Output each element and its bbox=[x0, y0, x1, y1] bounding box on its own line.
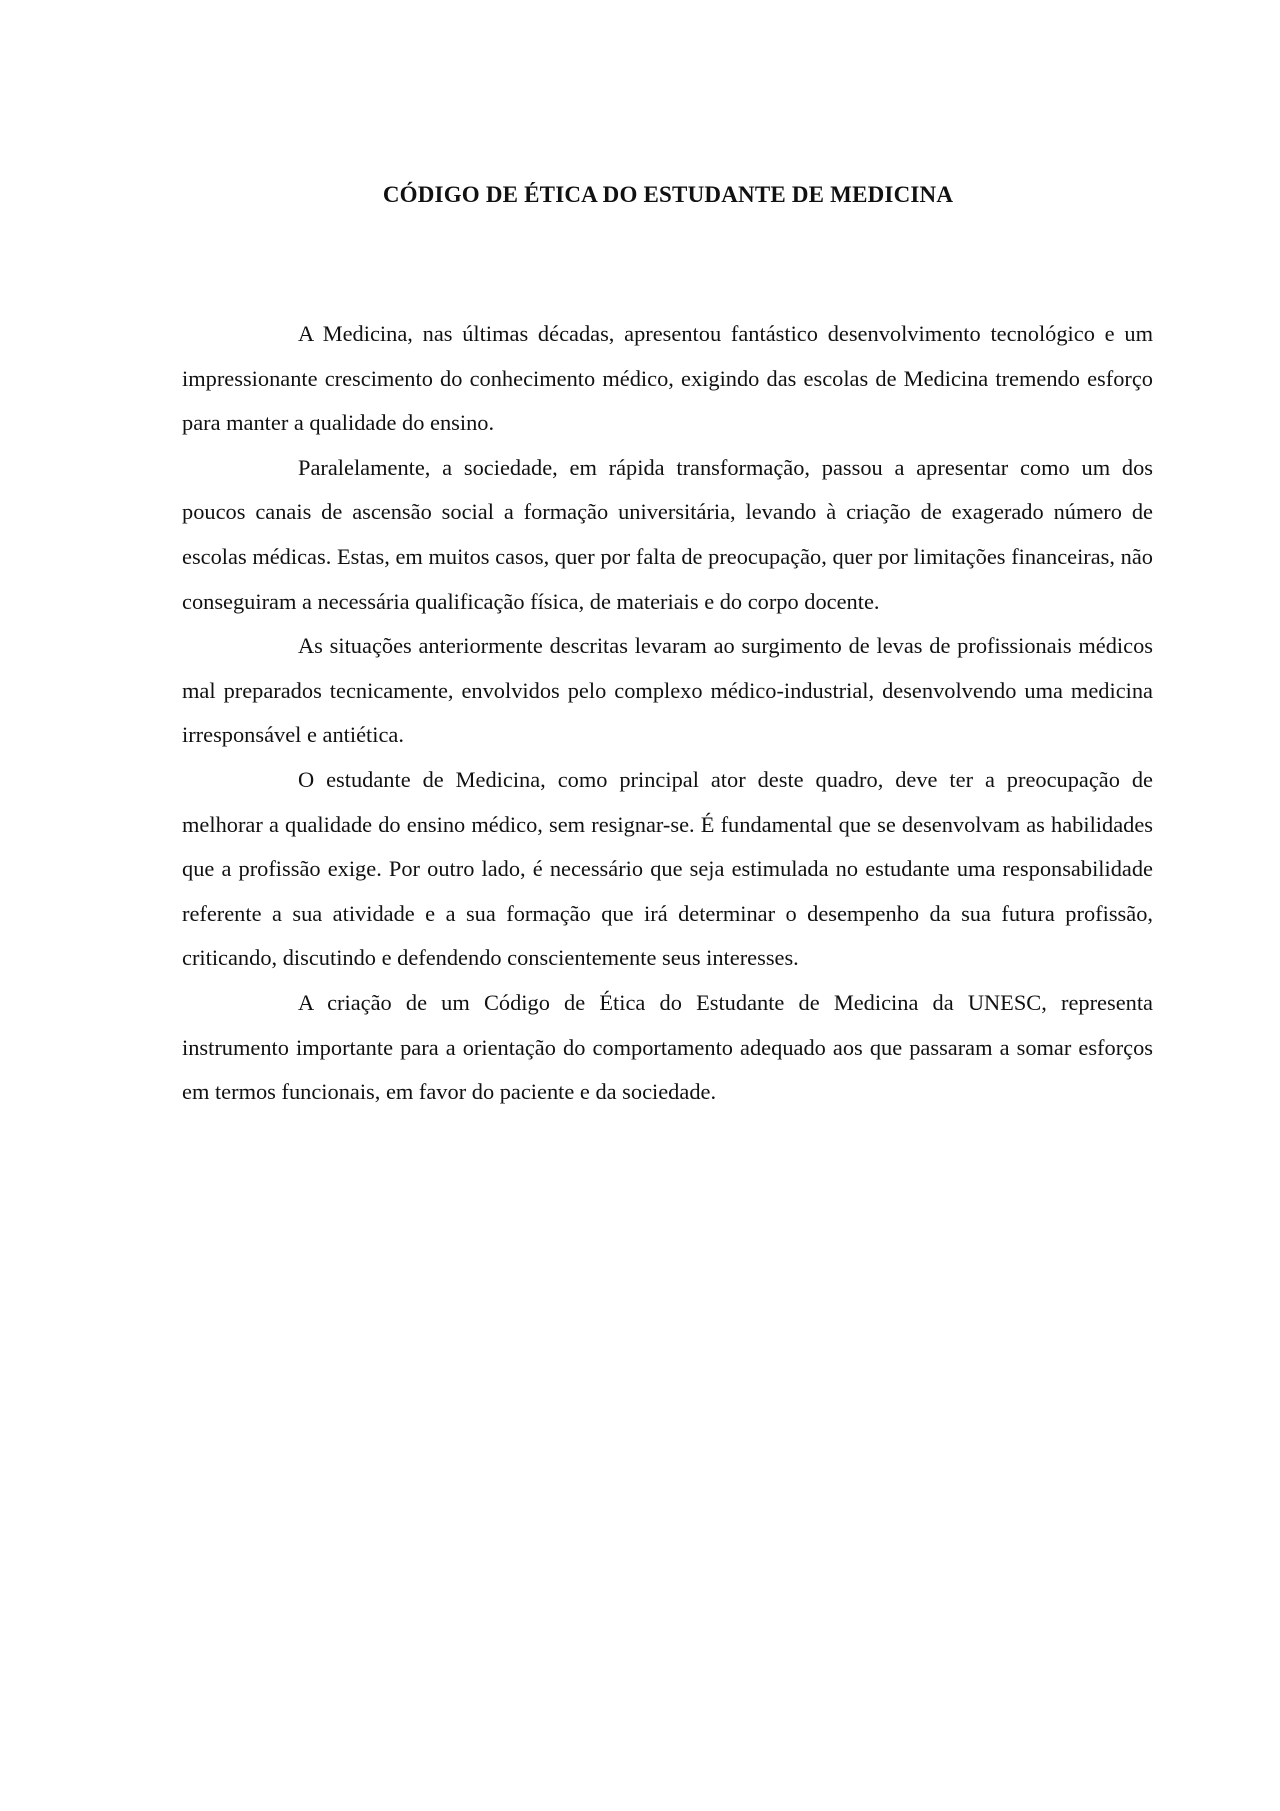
document-title: CÓDIGO DE ÉTICA DO ESTUDANTE DE MEDICINA bbox=[382, 182, 954, 207]
paragraph-1: A Medicina, nas últimas décadas, apresentou fantástico desenvolvimento tecnológico e um impressionante crescimento do conhecimento médico, exigindo das escolas de Medicina tremendo esforço para manter a qualidade do ensino. bbox=[182, 321, 1153, 436]
paragraph-4: O estudante de Medicina, como principal ator deste quadro, deve ter a preocupação de melhorar a qualidade do ensino médico, sem resignar-se. É fundamental que se desenvolvam as habilidades que a profissão exige. Por outro lado, é necessário que seja estimulada no estudante uma responsabilidade referente a sua atividade e a sua formação que irá determinar o desempenho da sua futura profissão, criticando, discutindo e defendendo conscientemente seus interesses. bbox=[182, 766, 1153, 971]
paragraph-3: As situações anteriormente descritas levaram ao surgimento de levas de profissionais médicos mal preparados tecnicamente, envolvidos pelo complexo médico-industrial, desenvolvendo uma medicina irresponsável e antiética. bbox=[182, 633, 1153, 748]
document-body bbox=[182, 312, 1153, 1115]
paragraph-2: Paralelamente, a sociedade, em rápida transformação, passou a apresentar como um dos poucos canais de ascensão social a formação universitária, levando à criação de exagerado número de escolas médicas. Estas, em muitos casos, quer por falta de preocupação, quer por limitações financeiras, não conseguiram a necessária qualificação física, de materiais e do corpo docente. bbox=[182, 454, 1153, 614]
paragraph-5: A criação de um Código de Ética do Estudante de Medicina da UNESC, representa instrumento importante para a orientação do comportamento adequado aos que passaram a somar esforços em termos funcionais, em favor do paciente e da sociedade. bbox=[182, 989, 1153, 1105]
